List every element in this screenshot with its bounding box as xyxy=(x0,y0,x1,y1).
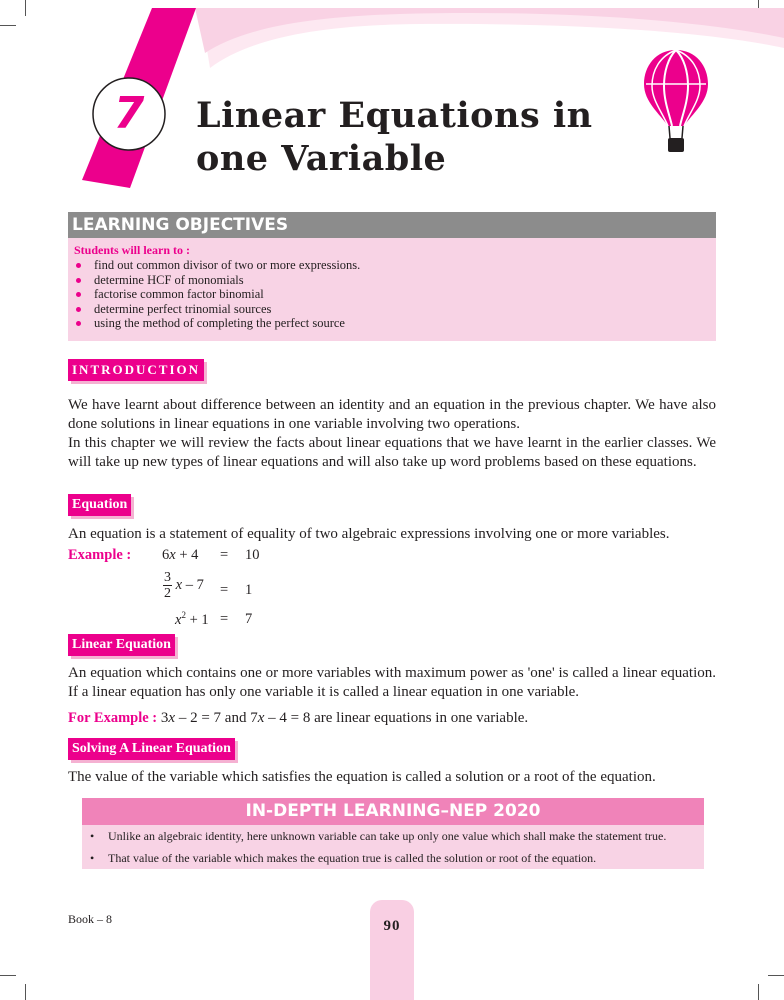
example-2-var: x xyxy=(257,710,265,726)
coefficient: 6 xyxy=(162,547,170,563)
variable: x xyxy=(175,611,182,628)
fraction-denominator: 2 xyxy=(164,586,171,601)
linear-equation-definition: An equation which contains one or more variables with maximum power as 'one' is called a linear equation. If a linear equation has only one variable it is called a linear equation in one variable. xyxy=(68,665,716,700)
example-1-var: x xyxy=(168,710,176,726)
chapter-number: 7 xyxy=(113,88,145,139)
rhs-value: 1 xyxy=(245,582,253,598)
fraction-numerator: 3 xyxy=(164,570,171,585)
learning-objectives-heading: LEARNING OBJECTIVES xyxy=(68,212,716,238)
variable: x xyxy=(175,576,183,593)
page-number-tab xyxy=(370,900,414,1000)
example-2-rest: – 4 = 8 xyxy=(264,710,311,726)
crop-mark xyxy=(758,984,759,1000)
objectives-list xyxy=(74,258,710,331)
nep-box xyxy=(82,825,704,869)
nep-item: • Unlike an algebraic identity, here unknown variable can take up only one value which shall make the statement true. xyxy=(82,825,704,847)
book-label: Book – 8 xyxy=(68,912,113,926)
example-and: and xyxy=(221,710,251,726)
introduction-paragraph-2: In this chapter we will review the facts about linear equations that we have learnt in the earlier classes. We will take up new types of linear equations and will also take up word problems based on these equations. xyxy=(68,435,716,470)
linear-equation-label: Linear Equation xyxy=(68,634,175,656)
example-1-coef: 3 xyxy=(160,710,169,726)
solving-definition: The value of the variable which satisfies the equation is called a solution or a root of the equation. xyxy=(68,769,656,785)
equals-sign: = xyxy=(220,611,229,627)
exponent: 2 xyxy=(181,610,186,620)
objective-item: determine HCF of monomials xyxy=(74,273,710,288)
chapter-title-line1: Linear Equations in xyxy=(196,95,593,136)
objective-item: find out common divisor of two or more expressions. xyxy=(74,258,710,273)
objective-item: using the method of completing the perfect source xyxy=(74,316,710,331)
example-equation-2 xyxy=(163,570,204,601)
rhs-value: 7 xyxy=(245,611,253,627)
solving-label: Solving A Linear Equation xyxy=(68,738,235,760)
chapter-title xyxy=(196,94,666,180)
for-example-label: For Example : xyxy=(68,710,158,726)
lhs-rest: + 4 xyxy=(175,547,199,563)
crop-mark xyxy=(768,975,784,976)
objective-item: factorise common factor binomial xyxy=(74,287,710,302)
fraction xyxy=(163,570,172,601)
chapter-title-line2: one Variable xyxy=(196,138,447,179)
example-equation-3 xyxy=(175,610,209,629)
crop-mark xyxy=(25,984,26,1000)
equation-label: Equation xyxy=(68,494,131,516)
page-number: 90 xyxy=(383,918,401,934)
learning-objectives-box xyxy=(68,238,716,341)
linear-equation-example xyxy=(68,710,528,727)
example-1-rest: – 2 = 7 xyxy=(175,710,222,726)
equals-sign: = xyxy=(220,547,229,563)
crop-mark xyxy=(0,975,16,976)
rhs-value: 10 xyxy=(245,547,260,563)
objectives-lead: Students will learn to : xyxy=(74,243,191,257)
lhs-rest: – 7 xyxy=(182,576,204,593)
hot-air-balloon-icon xyxy=(640,48,712,158)
example-label: Example : xyxy=(68,547,132,563)
example-equation-1 xyxy=(162,547,198,564)
nep-heading: IN-DEPTH LEARNING–NEP 2020 xyxy=(82,798,704,825)
nep-item: • That value of the variable which makes the equation true is called the solution or root of the equation. xyxy=(82,847,704,869)
variable: x xyxy=(169,547,176,563)
introduction-paragraph-1: We have learnt about difference between an identity and an equation in the previous chapter. We have also done solutions in linear equations in one variable involving two operations. xyxy=(68,397,716,432)
lhs-rest: + 1 xyxy=(185,611,209,628)
objective-item: determine perfect trinomial sources xyxy=(74,302,710,317)
nep-list xyxy=(82,825,704,869)
example-2-coef: 7 xyxy=(250,710,258,726)
equals-sign: = xyxy=(220,582,229,598)
example-tail: are linear equations in one variable. xyxy=(310,710,529,726)
equation-definition: An equation is a statement of equality of two algebraic expressions involving one or more variables. xyxy=(68,526,670,542)
introduction-label: INTRODUCTION xyxy=(68,359,204,381)
